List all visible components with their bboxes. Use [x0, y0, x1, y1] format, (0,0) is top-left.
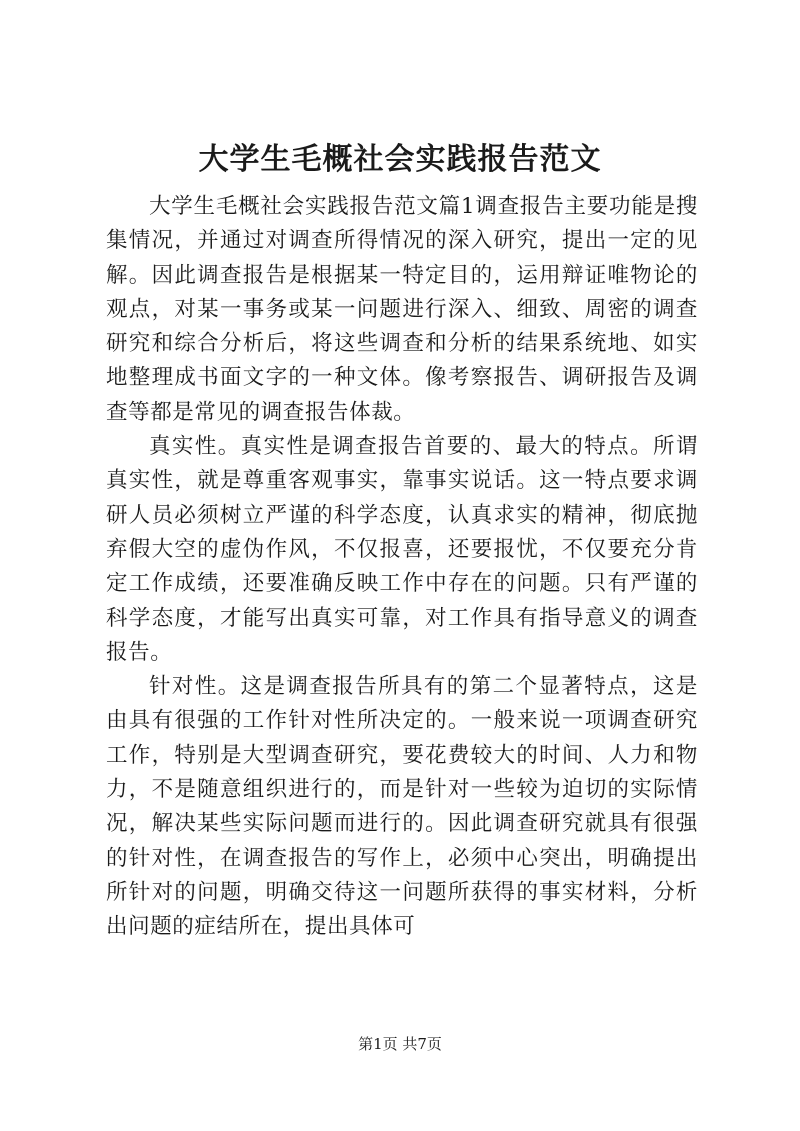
page-number-indicator: 第1页 共7页 [358, 1035, 442, 1053]
paragraph-intro: 大学生毛概社会实践报告范文篇1调查报告主要功能是搜集情况，并通过对调查所得情况的深入研究，提出一定的见解。因此调查报告是根据某一特定目的，运用辩证唯物论的观点，对某一事务或某一问题进行深入、细致、周密的调查研究和综合分析后，将这些调查和分析的结果系统地、如实地整理成书面文字的一种文体。像考察报告、调研报告及调查等都是常见的调查报告体裁。 [106, 194, 698, 425]
document-title: 大学生毛概社会实践报告范文 [198, 142, 602, 177]
page-footer [0, 1034, 800, 1054]
paragraph-pertinence: 针对性。这是调查报告所具有的第二个显著特点，这是由具有很强的工作针对性所决定的。一般来说一项调查研究工作，特别是大型调查研究，要花费较大的时间、人力和物力，不是随意组织进行的，而是针对一些较为迫切的实际情况，解决某些实际问题而进行的。因此调查研究就具有很强的针对性，在调查报告的写作上，必须中心突出，明确提出所针对的问题，明确交待这一问题所获得的事实材料，分析出问题的症结所在，提出具体可 [106, 674, 698, 940]
document-body [106, 190, 698, 945]
paragraph-authenticity: 真实性。真实性是调查报告首要的、最大的特点。所谓真实性，就是尊重客观事实，靠事实说话。这一特点要求调研人员必须树立严谨的科学态度，认真求实的精神，彻底抛弃假大空的虚伪作风，不仅报喜，还要报忧，不仅要充分肯定工作成绩，还要准确反映工作中存在的问题。只有严谨的科学态度，才能写出真实可靠，对工作具有指导意义的调查报告。 [106, 434, 698, 665]
